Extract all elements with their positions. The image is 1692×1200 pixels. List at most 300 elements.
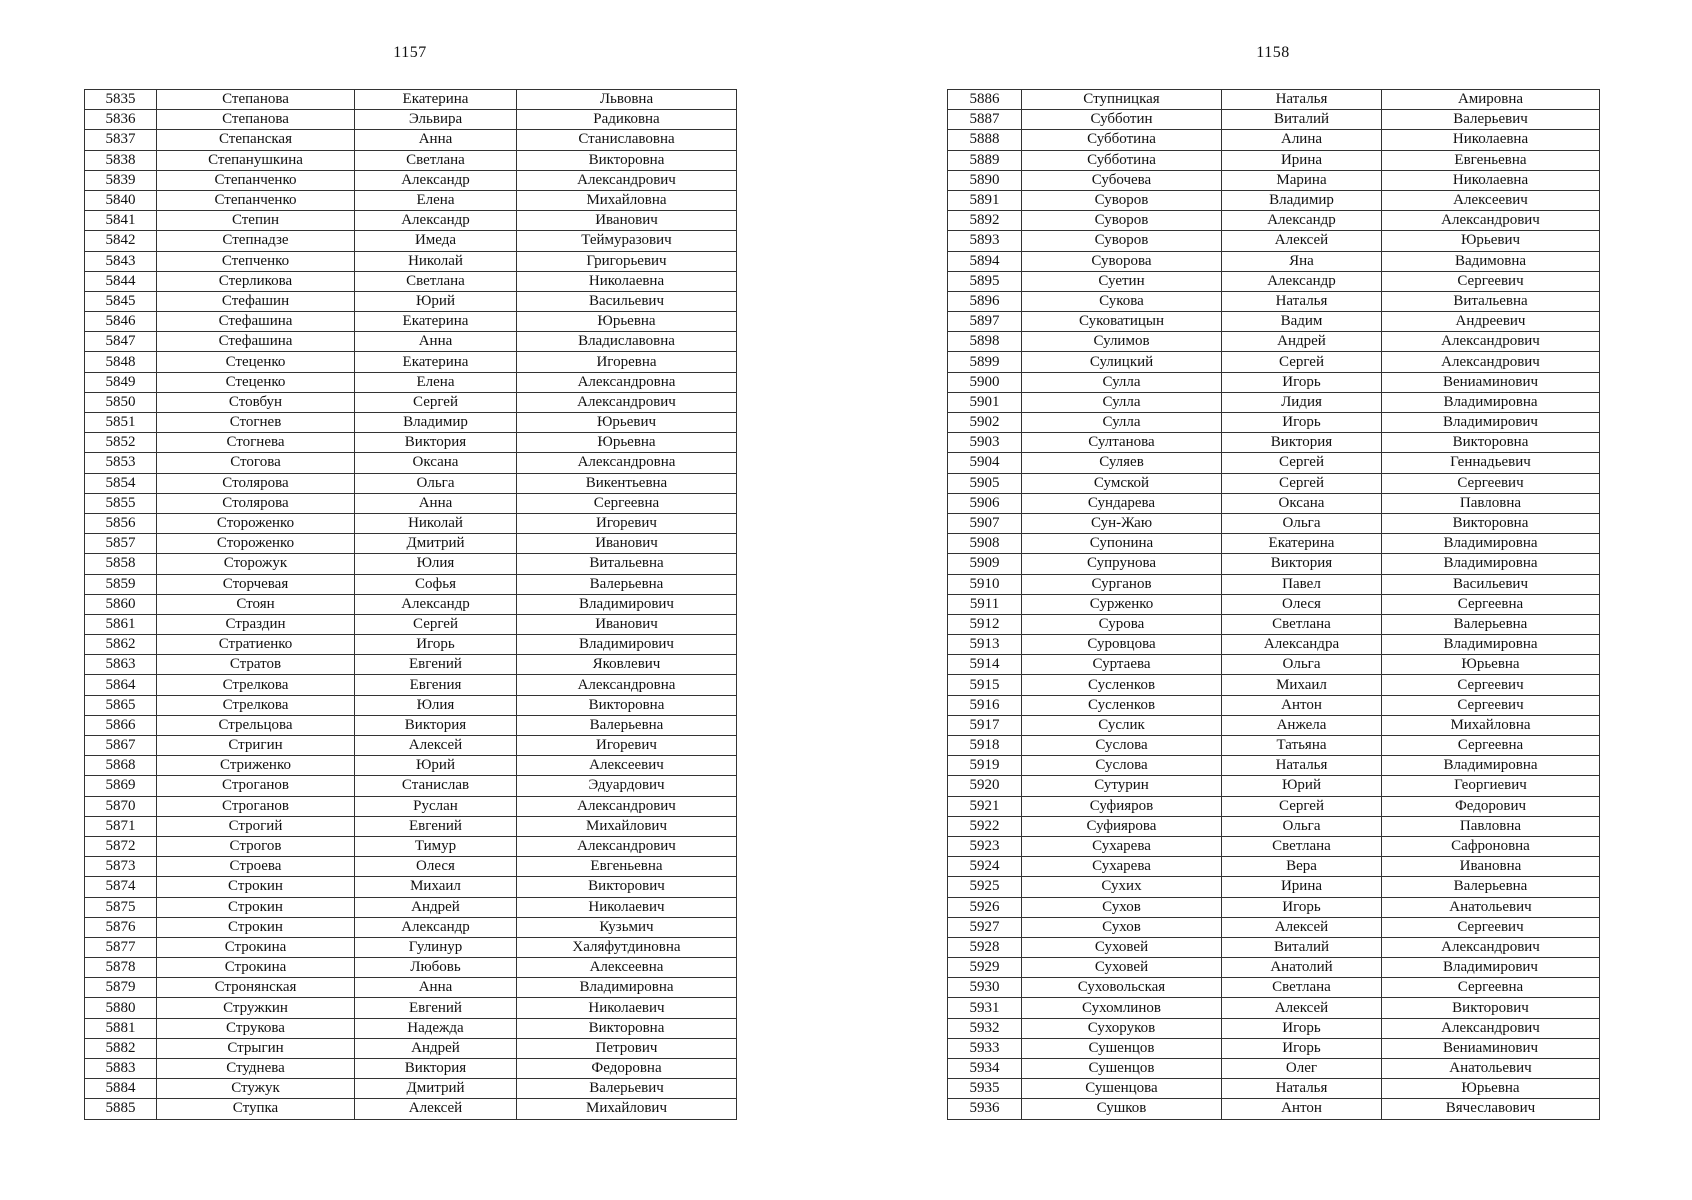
first-name-cell: Игорь (1222, 897, 1382, 917)
table-row (948, 655, 1600, 675)
patronymic-cell: Владимирович (1382, 958, 1600, 978)
patronymic-cell: Геннадьевич (1382, 453, 1600, 473)
last-name-cell: Сурганов (1022, 574, 1222, 594)
last-name-cell: Сухоруков (1022, 1018, 1222, 1038)
record-number-cell: 5916 (948, 695, 1022, 715)
table-row (948, 897, 1600, 917)
table-row (948, 332, 1600, 352)
patronymic-cell: Владимировна (1382, 534, 1600, 554)
table-row (85, 534, 737, 554)
table-row (85, 836, 737, 856)
record-number-cell: 5869 (85, 776, 157, 796)
first-name-cell: Евгений (355, 998, 517, 1018)
table-row (948, 836, 1600, 856)
first-name-cell: Тимур (355, 836, 517, 856)
table-row (948, 958, 1600, 978)
last-name-cell: Строева (157, 857, 355, 877)
last-name-cell: Сун-Жаю (1022, 513, 1222, 533)
record-number-cell: 5836 (85, 110, 157, 130)
table-row (948, 271, 1600, 291)
table-row (85, 1038, 737, 1058)
record-number-cell: 5880 (85, 998, 157, 1018)
patronymic-cell: Викторович (1382, 998, 1600, 1018)
first-name-cell: Светлана (1222, 836, 1382, 856)
last-name-cell: Стужук (157, 1079, 355, 1099)
first-name-cell: Евгений (355, 655, 517, 675)
table-row (85, 130, 737, 150)
first-name-cell: Анатолий (1222, 958, 1382, 978)
first-name-cell: Сергей (1222, 796, 1382, 816)
record-number-cell: 5931 (948, 998, 1022, 1018)
first-name-cell: Сергей (355, 392, 517, 412)
record-number-cell: 5909 (948, 554, 1022, 574)
record-number-cell: 5928 (948, 937, 1022, 957)
first-name-cell: Алексей (1222, 917, 1382, 937)
record-number-cell: 5875 (85, 897, 157, 917)
last-name-cell: Субботина (1022, 130, 1222, 150)
table-row (85, 614, 737, 634)
first-name-cell: Ирина (1222, 877, 1382, 897)
record-number-cell: 5837 (85, 130, 157, 150)
record-number-cell: 5926 (948, 897, 1022, 917)
record-number-cell: 5890 (948, 170, 1022, 190)
first-name-cell: Юрий (1222, 776, 1382, 796)
last-name-cell: Стоян (157, 594, 355, 614)
record-number-cell: 5882 (85, 1038, 157, 1058)
record-number-cell: 5864 (85, 675, 157, 695)
patronymic-cell: Теймуразович (517, 231, 737, 251)
table-row (85, 958, 737, 978)
patronymic-cell: Евгеньевна (517, 857, 737, 877)
record-number-cell: 5871 (85, 816, 157, 836)
record-number-cell: 5903 (948, 433, 1022, 453)
patronymic-cell: Сергеевич (1382, 473, 1600, 493)
patronymic-cell: Евгеньевна (1382, 150, 1600, 170)
first-name-cell: Владимир (1222, 190, 1382, 210)
table-row (948, 413, 1600, 433)
record-number-cell: 5901 (948, 392, 1022, 412)
patronymic-cell: Витальевна (1382, 291, 1600, 311)
first-name-cell: Ирина (1222, 150, 1382, 170)
first-name-cell: Елена (355, 190, 517, 210)
first-name-cell: Гулинур (355, 937, 517, 957)
patronymic-cell: Николаевна (517, 271, 737, 291)
last-name-cell: Строкина (157, 958, 355, 978)
record-number-cell: 5842 (85, 231, 157, 251)
patronymic-cell: Владимирович (1382, 413, 1600, 433)
record-number-cell: 5849 (85, 372, 157, 392)
record-number-cell: 5868 (85, 756, 157, 776)
patronymic-cell: Юрьевна (517, 433, 737, 453)
table-row (948, 1038, 1600, 1058)
first-name-cell: Анна (355, 978, 517, 998)
last-name-cell: Сухих (1022, 877, 1222, 897)
table-row (948, 433, 1600, 453)
last-name-cell: Суворов (1022, 231, 1222, 251)
patronymic-cell: Юрьевна (1382, 1079, 1600, 1099)
patronymic-cell: Валерьевна (1382, 877, 1600, 897)
last-name-cell: Сухарева (1022, 836, 1222, 856)
patronymic-cell: Григорьевич (517, 251, 737, 271)
last-name-cell: Строгов (157, 836, 355, 856)
record-number-cell: 5919 (948, 756, 1022, 776)
last-name-cell: Сусленков (1022, 675, 1222, 695)
first-name-cell: Александр (355, 594, 517, 614)
table-row (85, 493, 737, 513)
last-name-cell: Суворов (1022, 190, 1222, 210)
first-name-cell: Руслан (355, 796, 517, 816)
patronymic-cell: Юрьевна (1382, 655, 1600, 675)
table-row (948, 493, 1600, 513)
record-number-cell: 5896 (948, 291, 1022, 311)
last-name-cell: Сушков (1022, 1099, 1222, 1119)
patronymic-cell: Александрович (1382, 352, 1600, 372)
table-row (85, 372, 737, 392)
record-number-cell: 5927 (948, 917, 1022, 937)
last-name-cell: Степченко (157, 251, 355, 271)
patronymic-cell: Эдуардович (517, 776, 737, 796)
patronymic-cell: Валерьевна (1382, 614, 1600, 634)
record-number-cell: 5885 (85, 1099, 157, 1119)
record-number-cell: 5844 (85, 271, 157, 291)
table-row (85, 413, 737, 433)
record-number-cell: 5886 (948, 90, 1022, 110)
first-name-cell: Евгений (355, 816, 517, 836)
patronymic-cell: Михайловна (517, 190, 737, 210)
table-row (85, 513, 737, 533)
last-name-cell: Супрунова (1022, 554, 1222, 574)
first-name-cell: Виктория (355, 433, 517, 453)
first-name-cell: Виталий (1222, 937, 1382, 957)
last-name-cell: Султанова (1022, 433, 1222, 453)
record-number-cell: 5848 (85, 352, 157, 372)
patronymic-cell: Игоревич (517, 513, 737, 533)
last-name-cell: Супонина (1022, 534, 1222, 554)
first-name-cell: Наталья (1222, 291, 1382, 311)
last-name-cell: Стеценко (157, 372, 355, 392)
record-number-cell: 5858 (85, 554, 157, 574)
table-row (85, 271, 737, 291)
table-row (85, 291, 737, 311)
patronymic-cell: Александрович (517, 796, 737, 816)
record-number-cell: 5847 (85, 332, 157, 352)
record-number-cell: 5861 (85, 614, 157, 634)
first-name-cell: Игорь (355, 635, 517, 655)
first-name-cell: Евгения (355, 675, 517, 695)
patronymic-cell: Александрович (517, 392, 737, 412)
table-row (85, 796, 737, 816)
record-number-cell: 5900 (948, 372, 1022, 392)
first-name-cell: Александр (1222, 211, 1382, 231)
table-row (948, 776, 1600, 796)
table-row (85, 998, 737, 1018)
first-name-cell: Виктория (1222, 554, 1382, 574)
last-name-cell: Сушенцов (1022, 1059, 1222, 1079)
first-name-cell: Яна (1222, 251, 1382, 271)
record-number-cell: 5866 (85, 715, 157, 735)
last-name-cell: Ступницкая (1022, 90, 1222, 110)
last-name-cell: Сулицкий (1022, 352, 1222, 372)
table-row (948, 231, 1600, 251)
record-number-cell: 5898 (948, 332, 1022, 352)
patronymic-cell: Сафроновна (1382, 836, 1600, 856)
patronymic-cell: Владимировна (517, 978, 737, 998)
record-number-cell: 5855 (85, 493, 157, 513)
table-row (948, 291, 1600, 311)
first-name-cell: Надежда (355, 1018, 517, 1038)
last-name-cell: Строкина (157, 937, 355, 957)
last-name-cell: Суляев (1022, 453, 1222, 473)
record-number-cell: 5883 (85, 1059, 157, 1079)
patronymic-cell: Игоревич (517, 736, 737, 756)
first-name-cell: Андрей (355, 897, 517, 917)
last-name-cell: Степнадзе (157, 231, 355, 251)
last-name-cell: Стратиенко (157, 635, 355, 655)
patronymic-cell: Михайловна (1382, 715, 1600, 735)
first-name-cell: Виктория (355, 715, 517, 735)
record-number-cell: 5905 (948, 473, 1022, 493)
record-number-cell: 5851 (85, 413, 157, 433)
last-name-cell: Сукова (1022, 291, 1222, 311)
table-row (85, 392, 737, 412)
table-row (948, 756, 1600, 776)
record-number-cell: 5856 (85, 513, 157, 533)
first-name-cell: Екатерина (355, 312, 517, 332)
first-name-cell: Анжела (1222, 715, 1382, 735)
first-name-cell: Имеда (355, 231, 517, 251)
first-name-cell: Дмитрий (355, 534, 517, 554)
patronymic-cell: Игоревна (517, 352, 737, 372)
record-number-cell: 5873 (85, 857, 157, 877)
last-name-cell: Сумской (1022, 473, 1222, 493)
table-row (85, 655, 737, 675)
last-name-cell: Суровцова (1022, 635, 1222, 655)
last-name-cell: Сушенцова (1022, 1079, 1222, 1099)
last-name-cell: Стогнев (157, 413, 355, 433)
table-row (85, 695, 737, 715)
first-name-cell: Сергей (1222, 352, 1382, 372)
last-name-cell: Стороженко (157, 534, 355, 554)
patronymic-cell: Сергеевич (1382, 917, 1600, 937)
record-number-cell: 5917 (948, 715, 1022, 735)
patronymic-cell: Александрович (517, 170, 737, 190)
record-number-cell: 5908 (948, 534, 1022, 554)
record-number-cell: 5897 (948, 312, 1022, 332)
table-row (948, 513, 1600, 533)
record-number-cell: 5894 (948, 251, 1022, 271)
record-number-cell: 5863 (85, 655, 157, 675)
patronymic-cell: Васильевич (517, 291, 737, 311)
table-row (85, 857, 737, 877)
first-name-cell: Сергей (1222, 473, 1382, 493)
record-number-cell: 5881 (85, 1018, 157, 1038)
first-name-cell: Алексей (1222, 998, 1382, 1018)
patronymic-cell: Валерьевна (517, 715, 737, 735)
first-name-cell: Екатерина (355, 352, 517, 372)
last-name-cell: Стружкин (157, 998, 355, 1018)
table-row (948, 170, 1600, 190)
patronymic-cell: Владимирович (517, 594, 737, 614)
record-number-cell: 5852 (85, 433, 157, 453)
table-row (948, 1059, 1600, 1079)
first-name-cell: Эльвира (355, 110, 517, 130)
table-row (85, 433, 737, 453)
record-number-cell: 5936 (948, 1099, 1022, 1119)
first-name-cell: Антон (1222, 1099, 1382, 1119)
table-row (85, 776, 737, 796)
record-number-cell: 5934 (948, 1059, 1022, 1079)
patronymic-cell: Владимировна (1382, 554, 1600, 574)
first-name-cell: Юлия (355, 695, 517, 715)
last-name-cell: Страздин (157, 614, 355, 634)
last-name-cell: Стогова (157, 453, 355, 473)
last-name-cell: Столярова (157, 493, 355, 513)
table-row (85, 594, 737, 614)
record-number-cell: 5838 (85, 150, 157, 170)
last-name-cell: Сулимов (1022, 332, 1222, 352)
table-row (948, 372, 1600, 392)
table-row (85, 170, 737, 190)
record-number-cell: 5839 (85, 170, 157, 190)
record-number-cell: 5922 (948, 816, 1022, 836)
patronymic-cell: Амировна (1382, 90, 1600, 110)
patronymic-cell: Радиковна (517, 110, 737, 130)
record-number-cell: 5862 (85, 635, 157, 655)
table-row (948, 574, 1600, 594)
record-number-cell: 5835 (85, 90, 157, 110)
patronymic-cell: Львовна (517, 90, 737, 110)
table-row (948, 211, 1600, 231)
table-row (85, 917, 737, 937)
first-name-cell: Светлана (1222, 978, 1382, 998)
first-name-cell: Любовь (355, 958, 517, 978)
table-row (948, 1099, 1600, 1119)
record-number-cell: 5911 (948, 594, 1022, 614)
last-name-cell: Сурова (1022, 614, 1222, 634)
patronymic-cell: Викентьевна (517, 473, 737, 493)
last-name-cell: Сухомлинов (1022, 998, 1222, 1018)
record-number-cell: 5845 (85, 291, 157, 311)
table-row (85, 937, 737, 957)
patronymic-cell: Петрович (517, 1038, 737, 1058)
table-row (85, 190, 737, 210)
patronymic-cell: Николаевна (1382, 130, 1600, 150)
last-name-cell: Суслик (1022, 715, 1222, 735)
patronymic-cell: Юрьевич (517, 413, 737, 433)
patronymic-cell: Николаевич (517, 998, 737, 1018)
patronymic-cell: Юрьевна (517, 312, 737, 332)
last-name-cell: Степанченко (157, 170, 355, 190)
record-number-cell: 5884 (85, 1079, 157, 1099)
record-number-cell: 5929 (948, 958, 1022, 978)
record-number-cell: 5860 (85, 594, 157, 614)
patronymic-cell: Владиславовна (517, 332, 737, 352)
first-name-cell: Юрий (355, 291, 517, 311)
last-name-cell: Стрелкова (157, 675, 355, 695)
last-name-cell: Столярова (157, 473, 355, 493)
first-name-cell: Ольга (1222, 655, 1382, 675)
first-name-cell: Дмитрий (355, 1079, 517, 1099)
record-number-cell: 5876 (85, 917, 157, 937)
table-row (85, 756, 737, 776)
patronymic-cell: Михайлович (517, 1099, 737, 1119)
table-row (948, 1079, 1600, 1099)
table-row (948, 614, 1600, 634)
patronymic-cell: Андреевич (1382, 312, 1600, 332)
last-name-cell: Суртаева (1022, 655, 1222, 675)
first-name-cell: Андрей (355, 1038, 517, 1058)
last-name-cell: Стогнева (157, 433, 355, 453)
last-name-cell: Стрельцова (157, 715, 355, 735)
last-name-cell: Стовбун (157, 392, 355, 412)
last-name-cell: Стриженко (157, 756, 355, 776)
page-number: 1158 (1256, 44, 1290, 61)
first-name-cell: Олег (1222, 1059, 1382, 1079)
table-row (948, 554, 1600, 574)
record-number-cell: 5887 (948, 110, 1022, 130)
first-name-cell: Лидия (1222, 392, 1382, 412)
patronymic-cell: Владимировна (1382, 635, 1600, 655)
page-number: 1157 (393, 44, 427, 61)
last-name-cell: Сундарева (1022, 493, 1222, 513)
first-name-cell: Николай (355, 513, 517, 533)
last-name-cell: Ступка (157, 1099, 355, 1119)
first-name-cell: Оксана (1222, 493, 1382, 513)
patronymic-cell: Иванович (517, 614, 737, 634)
table-row (948, 998, 1600, 1018)
first-name-cell: Олеся (355, 857, 517, 877)
first-name-cell: Светлана (355, 150, 517, 170)
first-name-cell: Игорь (1222, 1038, 1382, 1058)
last-name-cell: Субботин (1022, 110, 1222, 130)
record-number-cell: 5912 (948, 614, 1022, 634)
patronymic-cell: Вениаминович (1382, 372, 1600, 392)
first-name-cell: Анна (355, 332, 517, 352)
table-row (85, 231, 737, 251)
record-number-cell: 5921 (948, 796, 1022, 816)
table-row (948, 594, 1600, 614)
record-number-cell: 5853 (85, 453, 157, 473)
patronymic-cell: Александрович (1382, 332, 1600, 352)
first-name-cell: Алексей (355, 736, 517, 756)
last-name-cell: Стрелкова (157, 695, 355, 715)
table-row (85, 453, 737, 473)
patronymic-cell: Александрович (1382, 937, 1600, 957)
table-row (948, 130, 1600, 150)
table-row (85, 473, 737, 493)
patronymic-cell: Вениаминович (1382, 1038, 1600, 1058)
record-number-cell: 5932 (948, 1018, 1022, 1038)
first-name-cell: Вера (1222, 857, 1382, 877)
table-row (948, 978, 1600, 998)
patronymic-cell: Викторовна (517, 695, 737, 715)
patronymic-cell: Александрович (1382, 1018, 1600, 1038)
record-number-cell: 5846 (85, 312, 157, 332)
first-name-cell: Оксана (355, 453, 517, 473)
last-name-cell: Сушенцов (1022, 1038, 1222, 1058)
patronymic-cell: Анатольевич (1382, 897, 1600, 917)
table-row (948, 312, 1600, 332)
first-name-cell: Михаил (1222, 675, 1382, 695)
first-name-cell: Андрей (1222, 332, 1382, 352)
first-name-cell: Виктория (355, 1059, 517, 1079)
patronymic-cell: Александровна (517, 453, 737, 473)
first-name-cell: Николай (355, 251, 517, 271)
last-name-cell: Суховольская (1022, 978, 1222, 998)
registry-table-body (948, 90, 1600, 1120)
record-number-cell: 5877 (85, 937, 157, 957)
first-name-cell: Марина (1222, 170, 1382, 190)
